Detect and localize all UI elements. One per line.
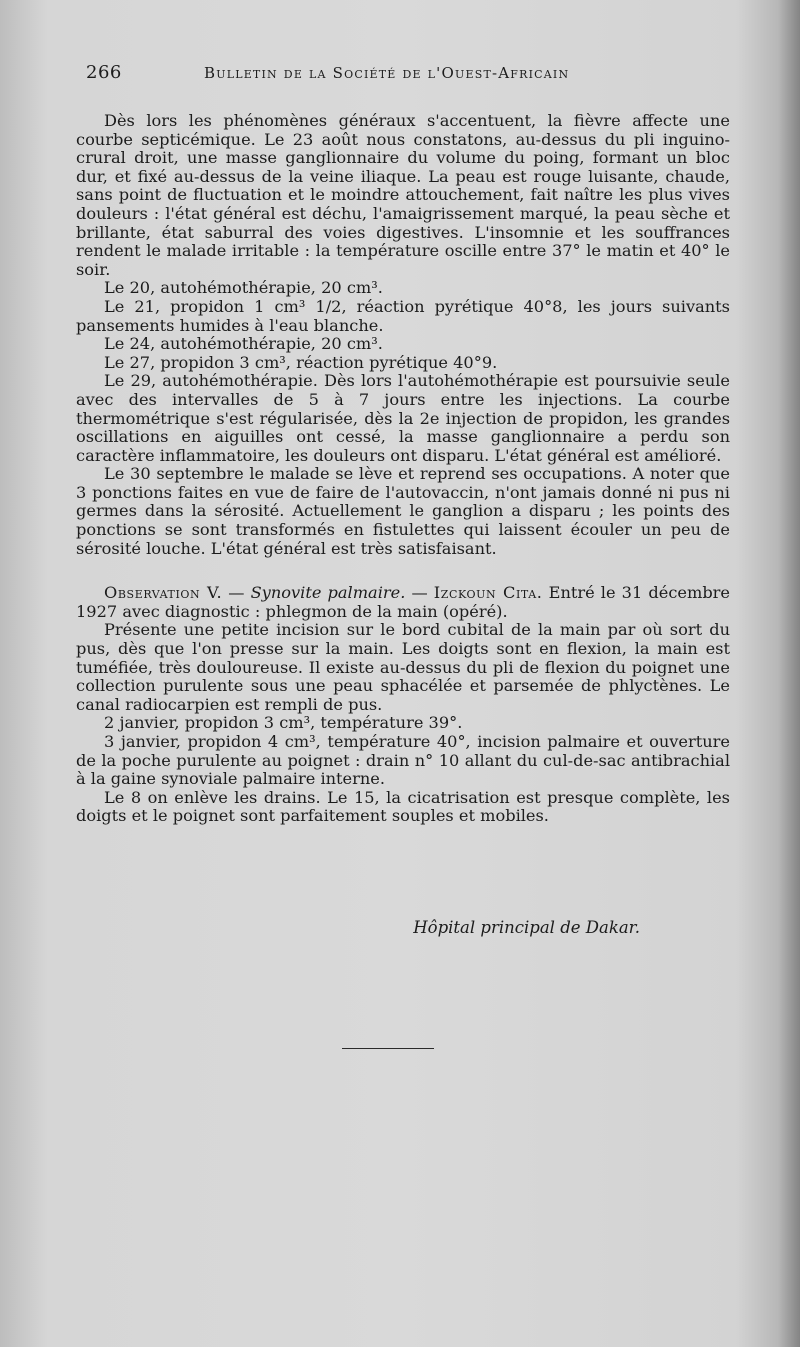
paragraph-day-21: Le 21, propidon 1 cm³ 1/2, réaction pyrétique 40°8, les jours suivants pansements humides à l'eau blanche. (76, 296, 730, 335)
page-edge-shadow (778, 0, 800, 1347)
page-number: 266 (86, 62, 122, 83)
running-head: Bulletin de la Société de l'Ouest-Africain (204, 64, 570, 82)
observation-intro: Entré le 31 décembre 1927 avec diagnostic : phlegmon de la main (opéré). (76, 583, 730, 621)
observation-dash: — (222, 583, 251, 603)
paragraph-general-phenomena: Dès lors les phénomènes généraux s'accentuent, la fièvre affecte une courbe septicémique. Le 23 août nous constatons, au-dessus du pli inguino-crural droit, une masse ganglionnaire du volume du poing, formant un bloc dur, et fixé au-dessus de la veine iliaque. La peau est rouge luisante, chaude, sans point de fluctuation et le moindre attouchement, fait naître les plus vives douleurs : l'état général est déchu, l'amaigrissement marqué, la peau sèche et brillante, état saburral des voies digestives. L'insomnie et les souffrances rendent le malade irritable : la température oscille entre 37° le matin et 40° le soir. (76, 111, 730, 279)
paragraph-day-27: Le 27, propidon 3 cm³, réaction pyrétique 40°9. (104, 352, 498, 372)
paragraph-presentation: Présente une petite incision sur le bord cubital de la main par où sort du pus, dès que l'on presse sur la main. Les doigts sont en flexion, la main est tuméfiée, très douloureuse. Il existe au-dessus du pli de flexion du poignet une collection purulente sous une peau sphacélée et parsemée de phlyctènes. Le canal radiocarpien est rempli de pus. (76, 620, 730, 714)
paragraph-january-3: 3 janvier, propidon 4 cm³, température 40°, incision palmaire et ouverture de la poche purulente au poignet : drain n° 10 allant du cul-de-sac antibrachial à la gaine synoviale palmaire interne. (76, 732, 730, 789)
patient-name: Izckoun Cita. (433, 583, 543, 603)
page-header (86, 62, 726, 86)
paragraph-day-24: Le 24, autohémothérapie, 20 cm³. (104, 334, 383, 354)
signature: Hôpital principal de Dakar. (413, 918, 640, 937)
observation-label: Observation V. (104, 583, 223, 603)
paragraph-day-8: Le 8 on enlève les drains. Le 15, la cicatrisation est presque complète, les doigts et le poignet sont parfaitement souples et mobiles. (76, 787, 730, 826)
observation-dash: — (405, 583, 434, 603)
end-rule (342, 1048, 434, 1049)
observation-heading (76, 584, 730, 621)
paragraph-day-20: Le 20, autohémothérapie, 20 cm³. (104, 278, 383, 298)
paragraph-september-30: Le 30 septembre le malade se lève et reprend ses occupations. A noter que 3 ponctions faites en vue de faire de l'autovaccin, n'ont jamais donné ni pus ni germes dans la sérosité. Actuellement le ganglion a disparu ; les points des ponctions se sont transformés en fistulettes qui laissent écouler un peu de sérosité louche. L'état général est très satisfaisant. (76, 464, 730, 558)
article-body (76, 112, 730, 826)
paragraph-day-29: Le 29, autohémothérapie. Dès lors l'autohémothérapie est poursuivie seule avec des intervalles de 5 à 7 jours entre les injections. La courbe thermométrique s'est régularisée, dès la 2e injection de propidon, les grandes oscillations en aiguilles ont cessé, la masse ganglionnaire a perdu son caractère inflammatoire, les douleurs ont disparu. L'état général est amélioré. (76, 371, 730, 465)
observation-title: Synovite palmaire. (250, 583, 406, 603)
paragraph-january-2: 2 janvier, propidon 3 cm³, température 39°. (104, 713, 463, 733)
